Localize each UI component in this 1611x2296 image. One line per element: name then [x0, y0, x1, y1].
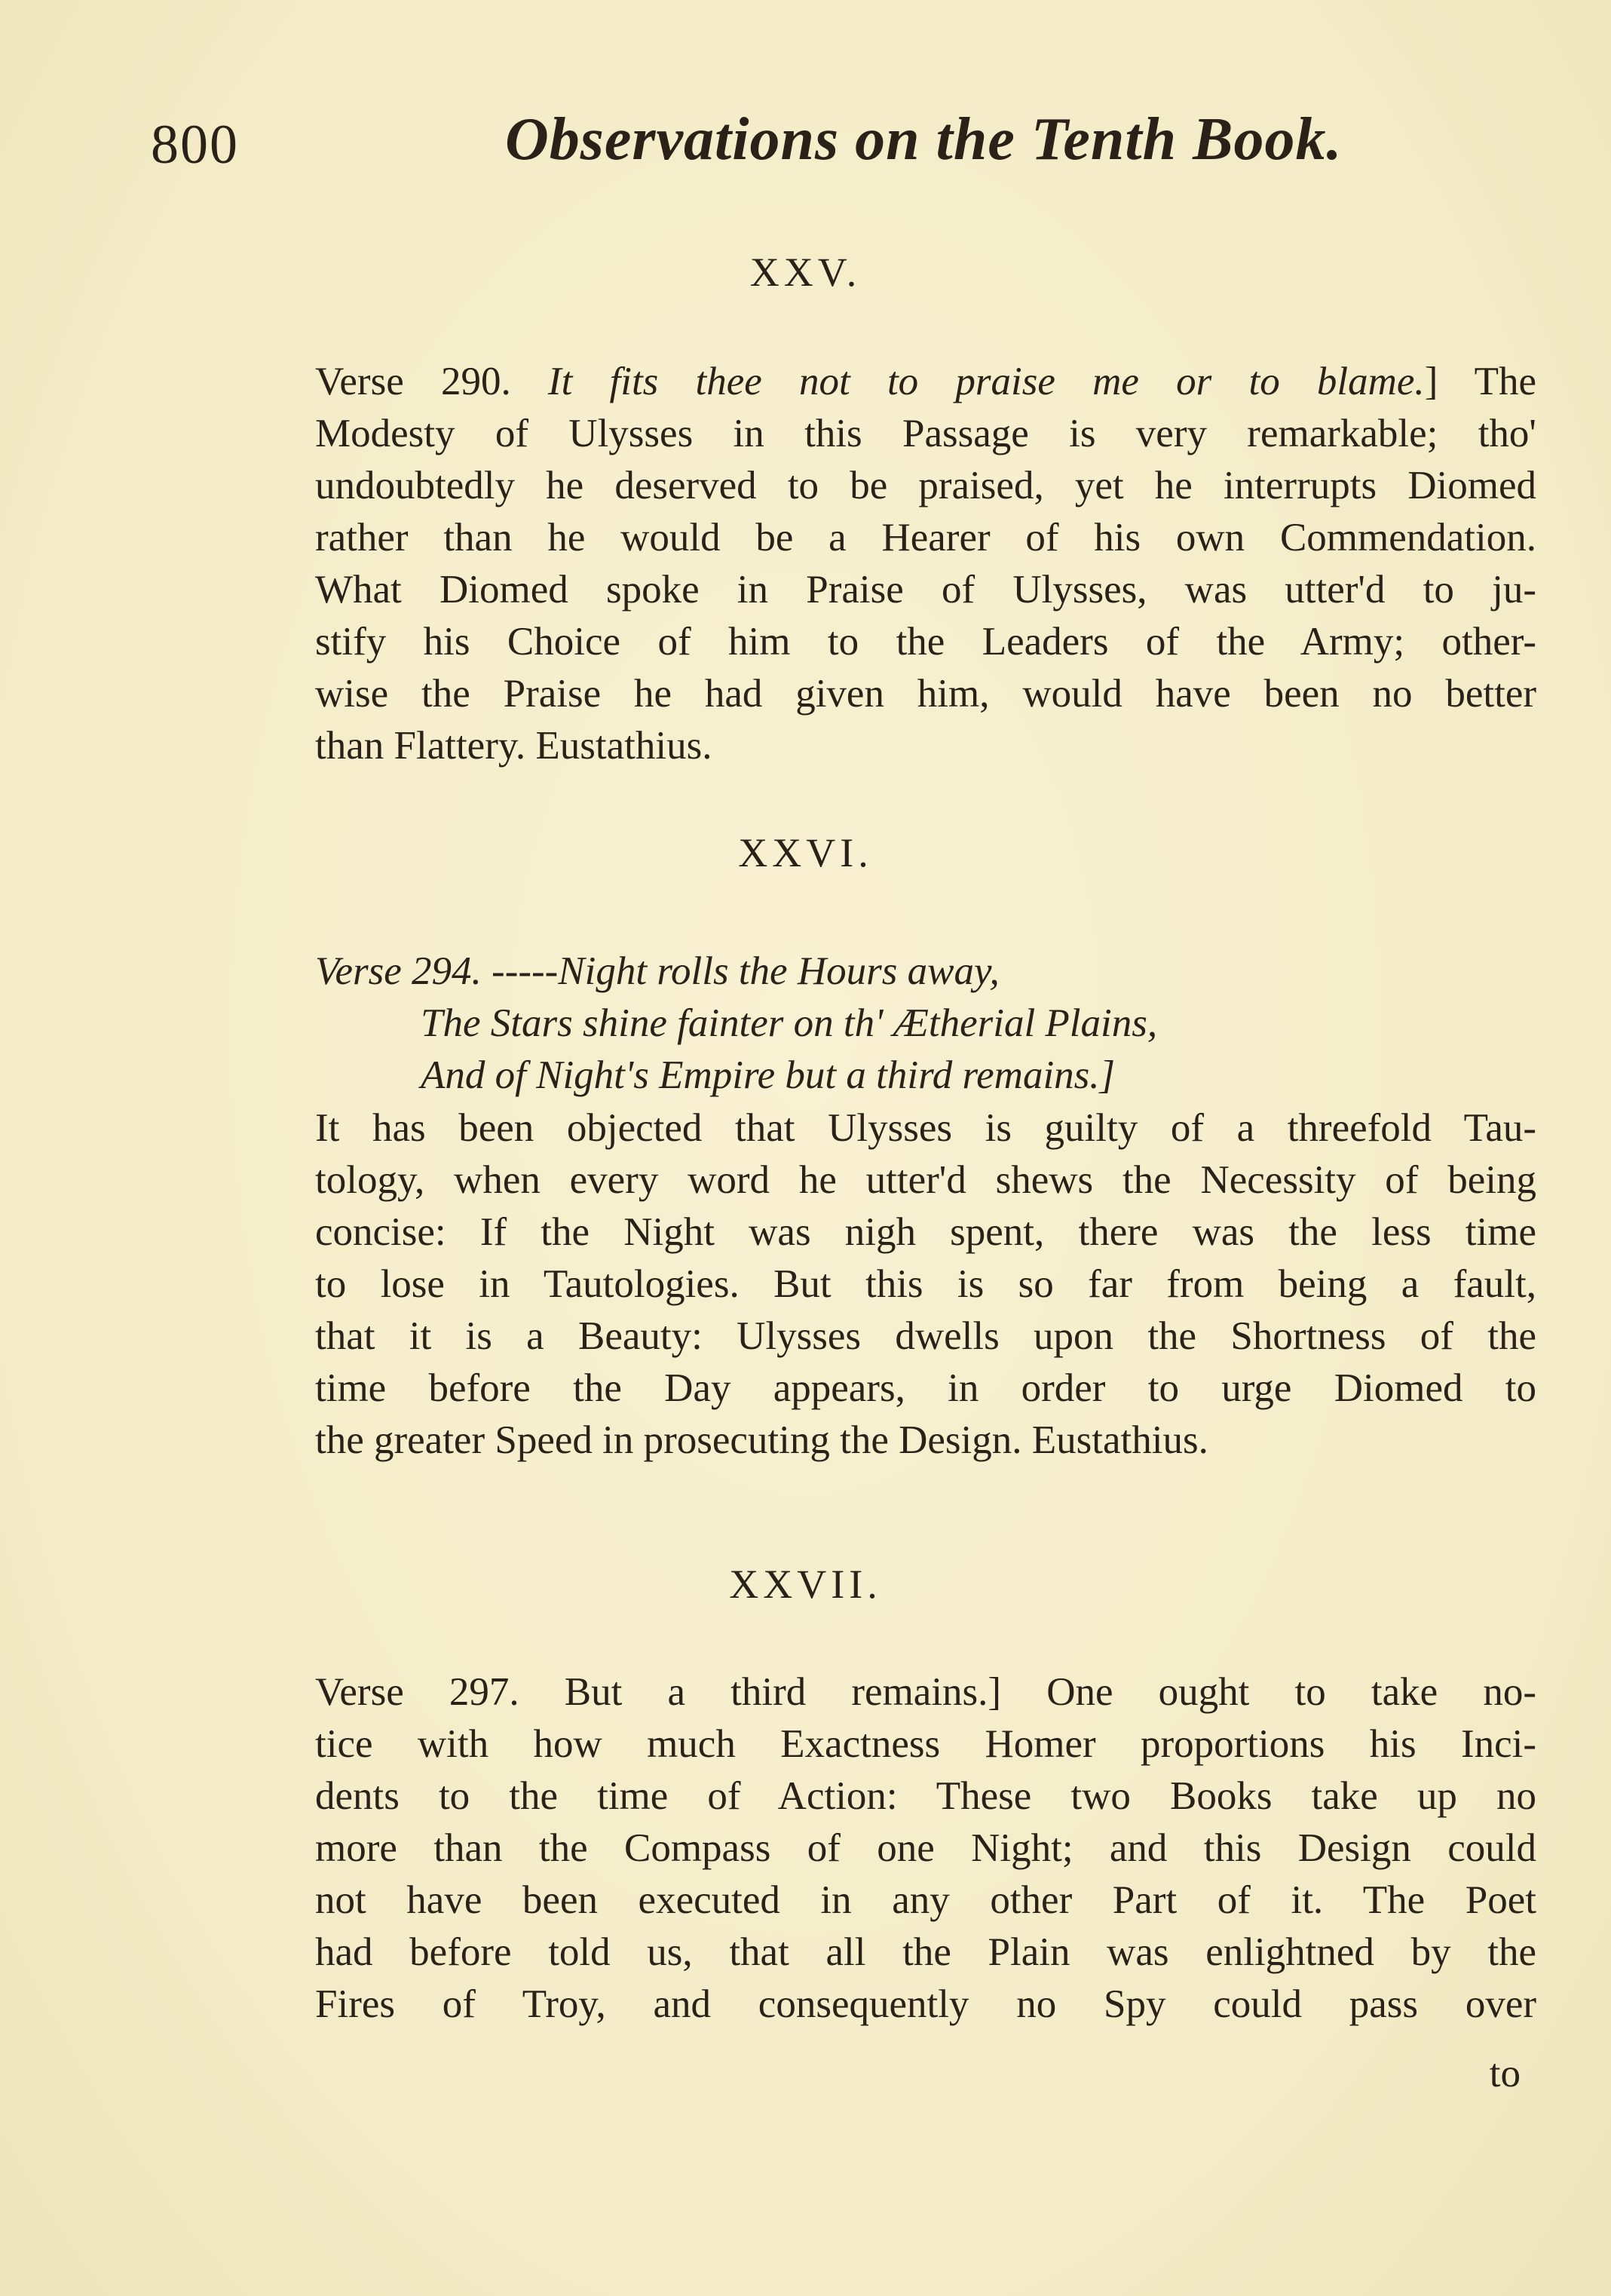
- note-line: rather than he would be a Hearer of his own Commendation.: [315, 516, 1536, 559]
- note-line: had before told us, that all the Plain was enlightned by the: [315, 1930, 1536, 1974]
- note-text: ] The: [1424, 360, 1536, 403]
- note-line: It has been objected that Ulysses is guilty of a threefold Tau-: [315, 1106, 1536, 1150]
- note-line: dents to the time of Action: These two Books take up no: [315, 1774, 1536, 1818]
- note-line: What Diomed spoke in Praise of Ulysses, was utter'd to ju-: [315, 568, 1536, 612]
- quote-line: And of Night's Empire but a third remains.]: [421, 1053, 1116, 1097]
- note-line: Modesty of Ulysses in this Passage is very remarkable; tho': [315, 412, 1536, 455]
- note-line: concise: If the Night was nigh spent, there was the less time: [315, 1210, 1536, 1254]
- running-title: Observations on the Tenth Book.: [505, 106, 1343, 173]
- note-line: that it is a Beauty: Ulysses dwells upon the Shortness of the: [315, 1314, 1536, 1358]
- page-number: 800: [151, 114, 239, 176]
- section-number-xxvii: XXVII.: [729, 1562, 882, 1607]
- note-line: tice with how much Exactness Homer proportions his Inci-: [315, 1722, 1536, 1766]
- note-line: wise the Praise he had given him, would have been no better: [315, 672, 1536, 716]
- note-line: to lose in Tautologies. But this is so far from being a fault,: [315, 1262, 1536, 1306]
- catchword: to: [1489, 2052, 1521, 2095]
- verse-quote: [315, 946, 1536, 1102]
- note-line: undoubtedly he deserved to be praised, yet he interrupts Diomed: [315, 464, 1536, 507]
- note-line: more than the Compass of one Night; and this Design could: [315, 1826, 1536, 1870]
- note-line: the greater Speed in prosecuting the Design. Eustathius.: [315, 1418, 1208, 1462]
- lemma: It fits thee not to praise me or to blame.: [510, 360, 1425, 403]
- note-line: tology, when every word he utter'd shews the Necessity of being: [315, 1158, 1536, 1202]
- note-line: Fires of Troy, and consequently no Spy could pass over: [315, 1982, 1536, 2026]
- section-number-xxvi: XXVI.: [738, 830, 873, 875]
- note-xxv: [315, 356, 1536, 772]
- note-xxvi: [315, 1102, 1536, 1467]
- note-line: Verse 297. But a third remains.] One ought to take no-: [315, 1670, 1536, 1714]
- quote-line: The Stars shine fainter on th' Ætherial Plains,: [421, 1001, 1158, 1045]
- note-line: stify his Choice of him to the Leaders of the Army; other-: [315, 620, 1536, 664]
- quote-line: Verse 294. -----Night rolls the Hours away,: [315, 949, 1000, 993]
- note-xxvii: [315, 1666, 1536, 2031]
- note-line: [315, 356, 1536, 408]
- running-head: [151, 106, 1553, 189]
- section-number-xxv: XXV.: [749, 250, 862, 295]
- note-line: than Flattery. Eustathius.: [315, 724, 712, 768]
- verse-ref: Verse 290.: [315, 360, 511, 403]
- note-line: time before the Day appears, in order to urge Diomed to: [315, 1366, 1536, 1410]
- note-line: not have been executed in any other Part of it. The Poet: [315, 1878, 1536, 1922]
